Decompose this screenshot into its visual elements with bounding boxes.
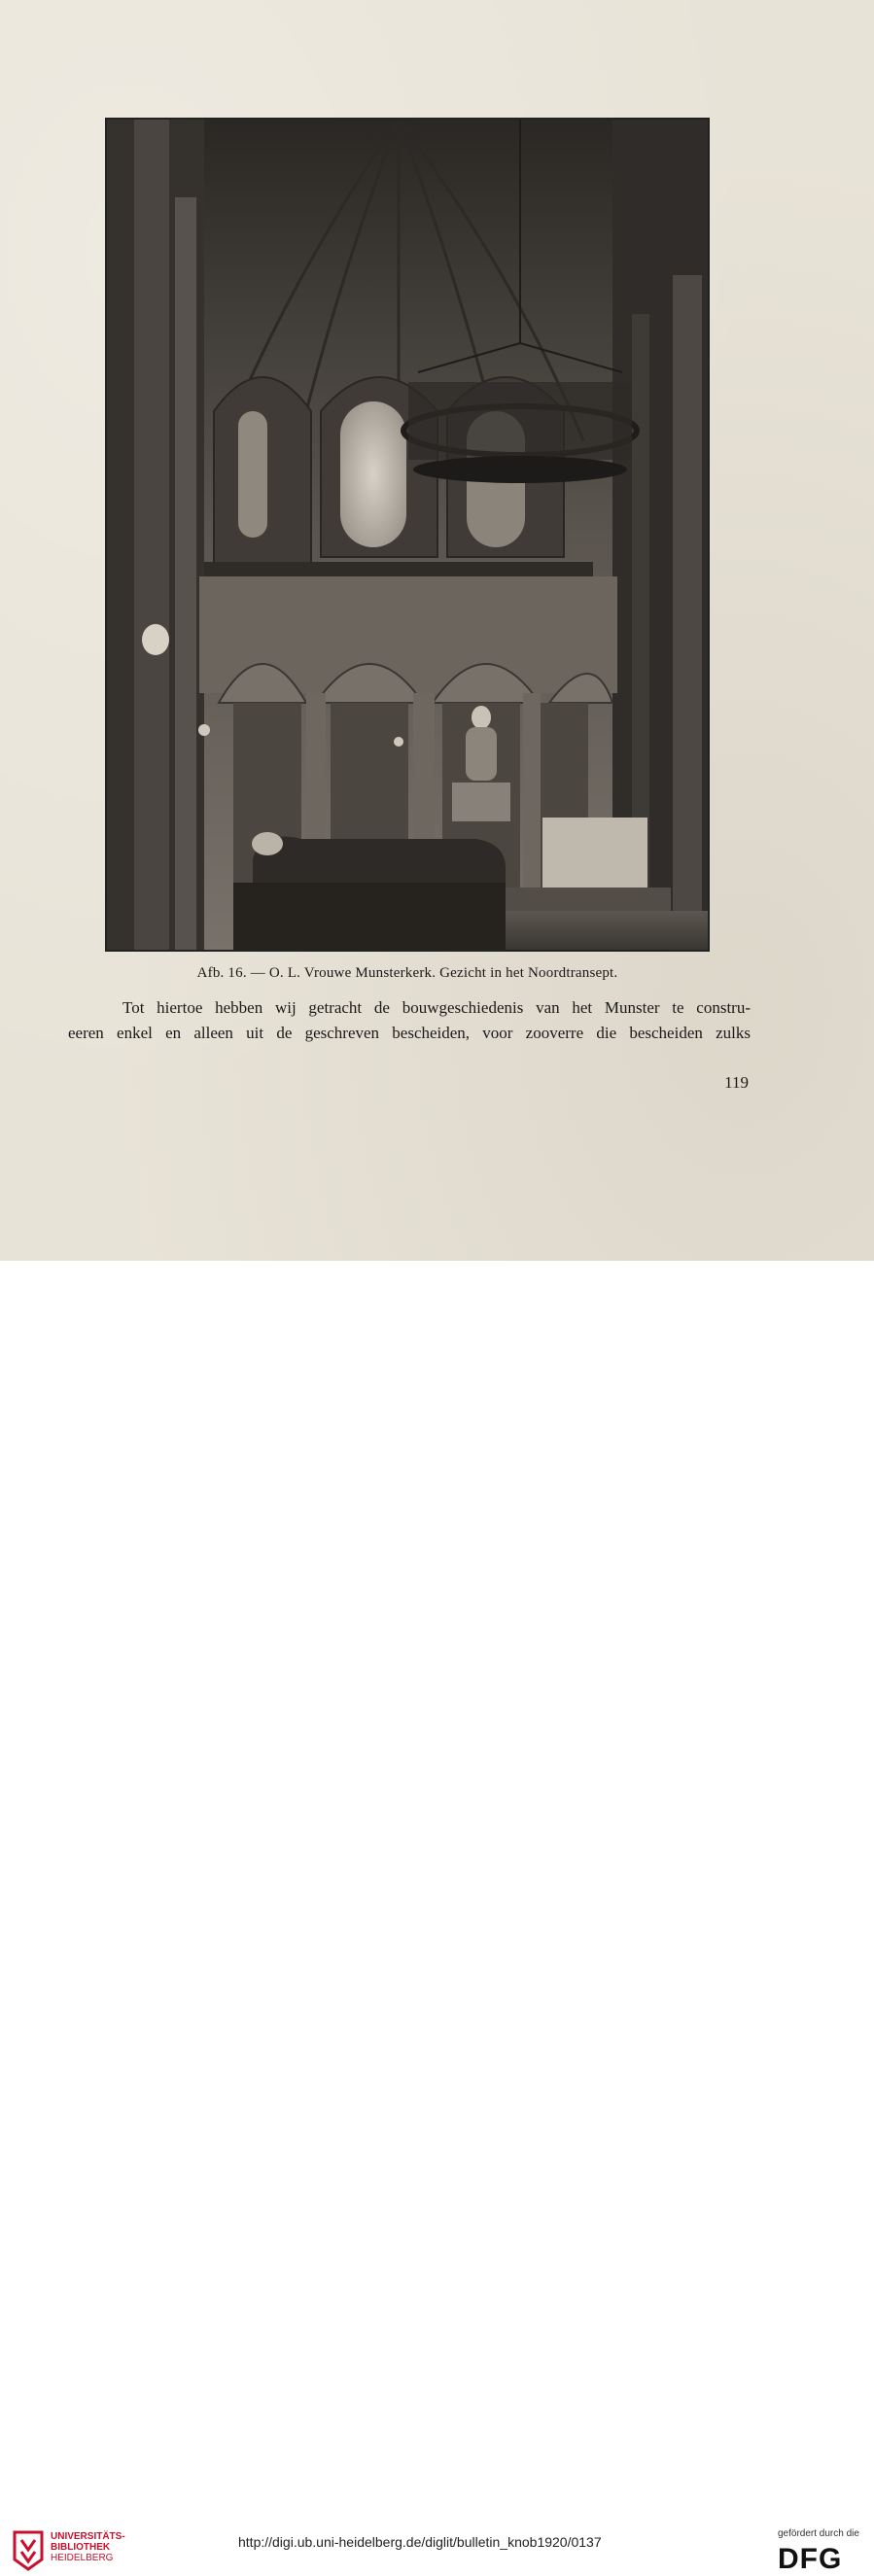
viewer-footer xyxy=(0,1261,874,2575)
dfg-logo: DFG xyxy=(778,2543,843,2575)
university-library-logo-icon xyxy=(12,2530,45,2571)
body-paragraph xyxy=(68,995,751,1046)
body-line-1: Tot hiertoe hebben wij getracht de bouwgeschiedenis van het Munster te constru- xyxy=(122,998,751,1017)
body-line-2: eeren enkel en alleen uit de geschreven bescheiden, voor zooverre die bescheiden zulks xyxy=(68,1024,751,1042)
library-line-3: HEIDELBERG xyxy=(51,2553,114,2563)
funded-by-label: gefördert durch die xyxy=(778,2528,859,2539)
library-name xyxy=(51,2531,125,2563)
page-number: 119 xyxy=(724,1073,749,1092)
scanned-page xyxy=(0,0,874,1261)
library-line-2: BIBLIOTHEK xyxy=(51,2542,111,2553)
permalink-url[interactable]: http://digi.ub.uni-heidelberg.de/diglit/bulletin_knob1920/0137 xyxy=(238,2534,602,2550)
church-interior-photograph xyxy=(105,118,710,952)
library-line-1: UNIVERSITÄTS- xyxy=(51,2531,125,2542)
figure-caption: Afb. 16. — O. L. Vrouwe Munsterkerk. Gezicht in het Noordtransept. xyxy=(196,965,618,981)
